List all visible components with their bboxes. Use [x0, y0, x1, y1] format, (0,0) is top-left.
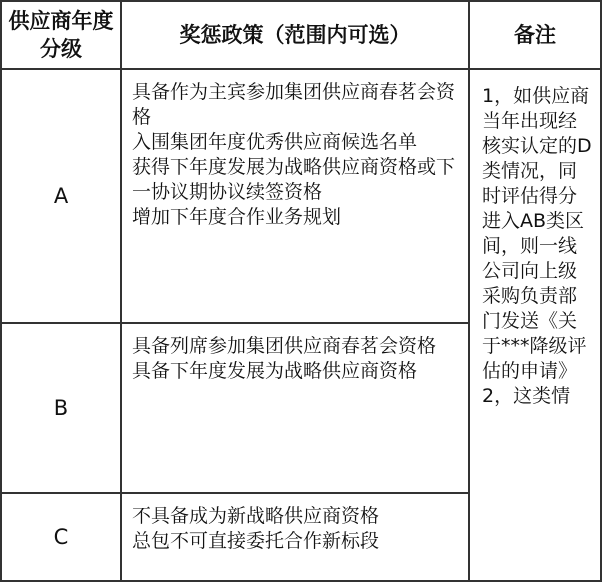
- grade-cell-c: [1, 493, 121, 581]
- table-row-grade-a: [1, 69, 601, 323]
- policy-cell-b: [121, 323, 469, 493]
- note-cell: [469, 69, 601, 581]
- header-note: [469, 1, 601, 69]
- header-policy: [121, 1, 469, 69]
- grade-label-b: B: [53, 396, 69, 420]
- policy-item: 具备下年度发展为战略供应商资格: [132, 360, 418, 382]
- grade-label-a: A: [53, 184, 69, 208]
- table-header-row: [1, 1, 601, 69]
- header-policy-text: 奖惩政策（范围内可选）: [179, 23, 411, 47]
- grade-cell-a: [1, 69, 121, 323]
- policy-item: 具备列席参加集团供应商春茗会资格: [132, 335, 437, 357]
- policy-item: 获得下年度发展为战略供应商资格或下一协议期协议续签资格: [132, 156, 456, 203]
- policy-item: 增加下年度合作业务规划: [132, 206, 342, 228]
- header-grade-text: 供应商年度分级: [8, 9, 114, 61]
- policy-item: 不具备成为新战略供应商资格: [132, 505, 380, 527]
- header-grade: [1, 1, 121, 69]
- policy-item: 入围集团年度优秀供应商候选名单: [132, 131, 418, 153]
- policy-cell-c: [121, 493, 469, 581]
- policy-item: 总包不可直接委托合作新标段: [132, 530, 380, 552]
- grade-label-c: C: [53, 525, 69, 549]
- policy-item: 具备作为主宾参加集团供应商春茗会资格: [132, 81, 456, 128]
- grade-cell-b: [1, 323, 121, 493]
- note-text: 1，如供应商当年出现经核实认定的D类情况，同时评估得分进入AB类区间，则一线公司向上级采购负责部门发送《关于***降级评估的申请》2，这类情: [482, 85, 592, 407]
- policy-cell-a: [121, 69, 469, 323]
- header-note-text: 备注: [514, 23, 556, 47]
